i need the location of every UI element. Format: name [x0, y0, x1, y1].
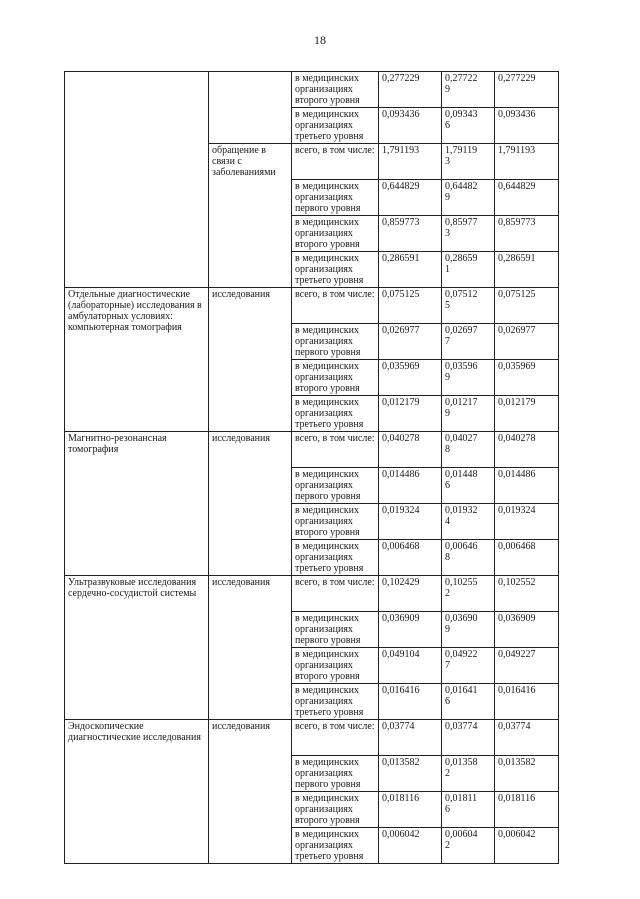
value-cell: 0,013582 [379, 756, 442, 792]
value-cell: 0,040278 [495, 432, 559, 468]
value-cell: 0,019324 [379, 504, 442, 540]
level-cell: в медицинских организациях второго уровня [292, 216, 379, 252]
value-cell: 0,04027 8 [442, 432, 495, 468]
value-cell: 0,102552 [495, 576, 559, 612]
value-cell: 0,00604 2 [442, 828, 495, 864]
level-cell: в медицинских организациях второго уровня [292, 792, 379, 828]
value-cell: 0,075125 [379, 288, 442, 324]
indicator-name-cell [65, 72, 209, 288]
value-cell: 0,049227 [495, 648, 559, 684]
value-cell: 0,03774 [495, 720, 559, 756]
value-cell: 0,093436 [379, 108, 442, 144]
value-cell: 0,04922 7 [442, 648, 495, 684]
value-cell: 0,644829 [379, 180, 442, 216]
value-cell: 0,012179 [495, 396, 559, 432]
unit-cell [209, 72, 292, 144]
value-cell: 0,016416 [495, 684, 559, 720]
value-cell: 0,035969 [495, 360, 559, 396]
value-cell: 0,09343 6 [442, 108, 495, 144]
value-cell: 0,026977 [379, 324, 442, 360]
value-cell: 0,006468 [495, 540, 559, 576]
level-cell: в медицинских организациях третьего уровня [292, 108, 379, 144]
value-cell: 0,049104 [379, 648, 442, 684]
value-cell: 0,02697 7 [442, 324, 495, 360]
value-cell: 0,01217 9 [442, 396, 495, 432]
value-cell: 0,859773 [495, 216, 559, 252]
level-cell: в медицинских организациях второго уровня [292, 72, 379, 108]
value-cell: 0,286591 [495, 252, 559, 288]
value-cell: 0,64482 9 [442, 180, 495, 216]
value-cell: 0,035969 [379, 360, 442, 396]
value-cell: 0,036909 [379, 612, 442, 648]
value-cell: 0,286591 [379, 252, 442, 288]
level-cell: в медицинских организациях второго уровня [292, 504, 379, 540]
value-cell: 0,026977 [495, 324, 559, 360]
level-cell: в медицинских организациях третьего уровня [292, 828, 379, 864]
level-cell: всего, в том числе: [292, 720, 379, 756]
value-cell: 0,07512 5 [442, 288, 495, 324]
value-cell: 0,01448 6 [442, 468, 495, 504]
value-cell: 0,018116 [495, 792, 559, 828]
unit-cell: исследования [209, 720, 292, 864]
table-row [65, 72, 559, 108]
indicator-name-cell: Эндоскопические диагностические исследования [65, 720, 209, 864]
value-cell: 0,03774 [379, 720, 442, 756]
table-row [65, 720, 559, 756]
level-cell: в медицинских организациях первого уровня [292, 180, 379, 216]
value-cell: 0,014486 [379, 468, 442, 504]
page-number: 18 [314, 33, 326, 47]
level-cell: в медицинских организациях второго уровня [292, 360, 379, 396]
value-cell: 0,013582 [495, 756, 559, 792]
value-cell: 0,03596 9 [442, 360, 495, 396]
value-cell: 0,28659 1 [442, 252, 495, 288]
value-cell: 0,018116 [379, 792, 442, 828]
unit-cell: обращение в связи с заболеваниями [209, 144, 292, 288]
unit-cell: исследования [209, 576, 292, 720]
value-cell: 0,10255 2 [442, 576, 495, 612]
level-cell: всего, в том числе: [292, 288, 379, 324]
value-cell: 0,277229 [379, 72, 442, 108]
value-cell: 0,859773 [379, 216, 442, 252]
value-cell: 1,791193 [379, 144, 442, 180]
value-cell: 0,014486 [495, 468, 559, 504]
table-row [65, 576, 559, 612]
level-cell: всего, в том числе: [292, 144, 379, 180]
value-cell: 0,01358 2 [442, 756, 495, 792]
indicator-name-cell: Отдельные диагностические (лабораторные) исследования в амбулаторных условиях: компьютерная томография [65, 288, 209, 432]
indicator-name-cell: Магнитно-резонансная томография [65, 432, 209, 576]
level-cell: в медицинских организациях третьего уровня [292, 252, 379, 288]
value-cell: 0,040278 [379, 432, 442, 468]
table-body [65, 72, 559, 864]
value-cell: 0,277229 [495, 72, 559, 108]
value-cell: 0,006468 [379, 540, 442, 576]
value-cell: 0,019324 [495, 504, 559, 540]
value-cell: 0,016416 [379, 684, 442, 720]
value-cell: 0,102429 [379, 576, 442, 612]
level-cell: в медицинских организациях первого уровня [292, 756, 379, 792]
value-cell: 0,01811 6 [442, 792, 495, 828]
value-cell: 0,03690 9 [442, 612, 495, 648]
value-cell: 0,036909 [495, 612, 559, 648]
value-cell: 0,093436 [495, 108, 559, 144]
value-cell: 0,03774 [442, 720, 495, 756]
value-cell: 1,791193 [495, 144, 559, 180]
unit-cell: исследования [209, 432, 292, 576]
table-row [65, 288, 559, 324]
value-cell: 0,27722 9 [442, 72, 495, 108]
level-cell: в медицинских организациях третьего уровня [292, 396, 379, 432]
value-cell: 0,01932 4 [442, 504, 495, 540]
level-cell: в медицинских организациях третьего уровня [292, 684, 379, 720]
level-cell: в медицинских организациях второго уровня [292, 648, 379, 684]
value-cell: 0,01641 6 [442, 684, 495, 720]
level-cell: в медицинских организациях первого уровня [292, 324, 379, 360]
value-cell: 0,075125 [495, 288, 559, 324]
value-cell: 0,006042 [379, 828, 442, 864]
table-row [65, 432, 559, 468]
value-cell: 0,00646 8 [442, 540, 495, 576]
value-cell: 0,006042 [495, 828, 559, 864]
level-cell: в медицинских организациях первого уровня [292, 612, 379, 648]
value-cell: 0,85977 3 [442, 216, 495, 252]
level-cell: всего, в том числе: [292, 576, 379, 612]
indicator-name-cell: Ультразвуковые исследования сердечно-сосудистой системы [65, 576, 209, 720]
data-table [64, 71, 559, 864]
unit-cell: исследования [209, 288, 292, 432]
value-cell: 0,644829 [495, 180, 559, 216]
value-cell: 1,79119 3 [442, 144, 495, 180]
level-cell: в медицинских организациях первого уровня [292, 468, 379, 504]
level-cell: в медицинских организациях третьего уровня [292, 540, 379, 576]
value-cell: 0,012179 [379, 396, 442, 432]
level-cell: всего, в том числе: [292, 432, 379, 468]
